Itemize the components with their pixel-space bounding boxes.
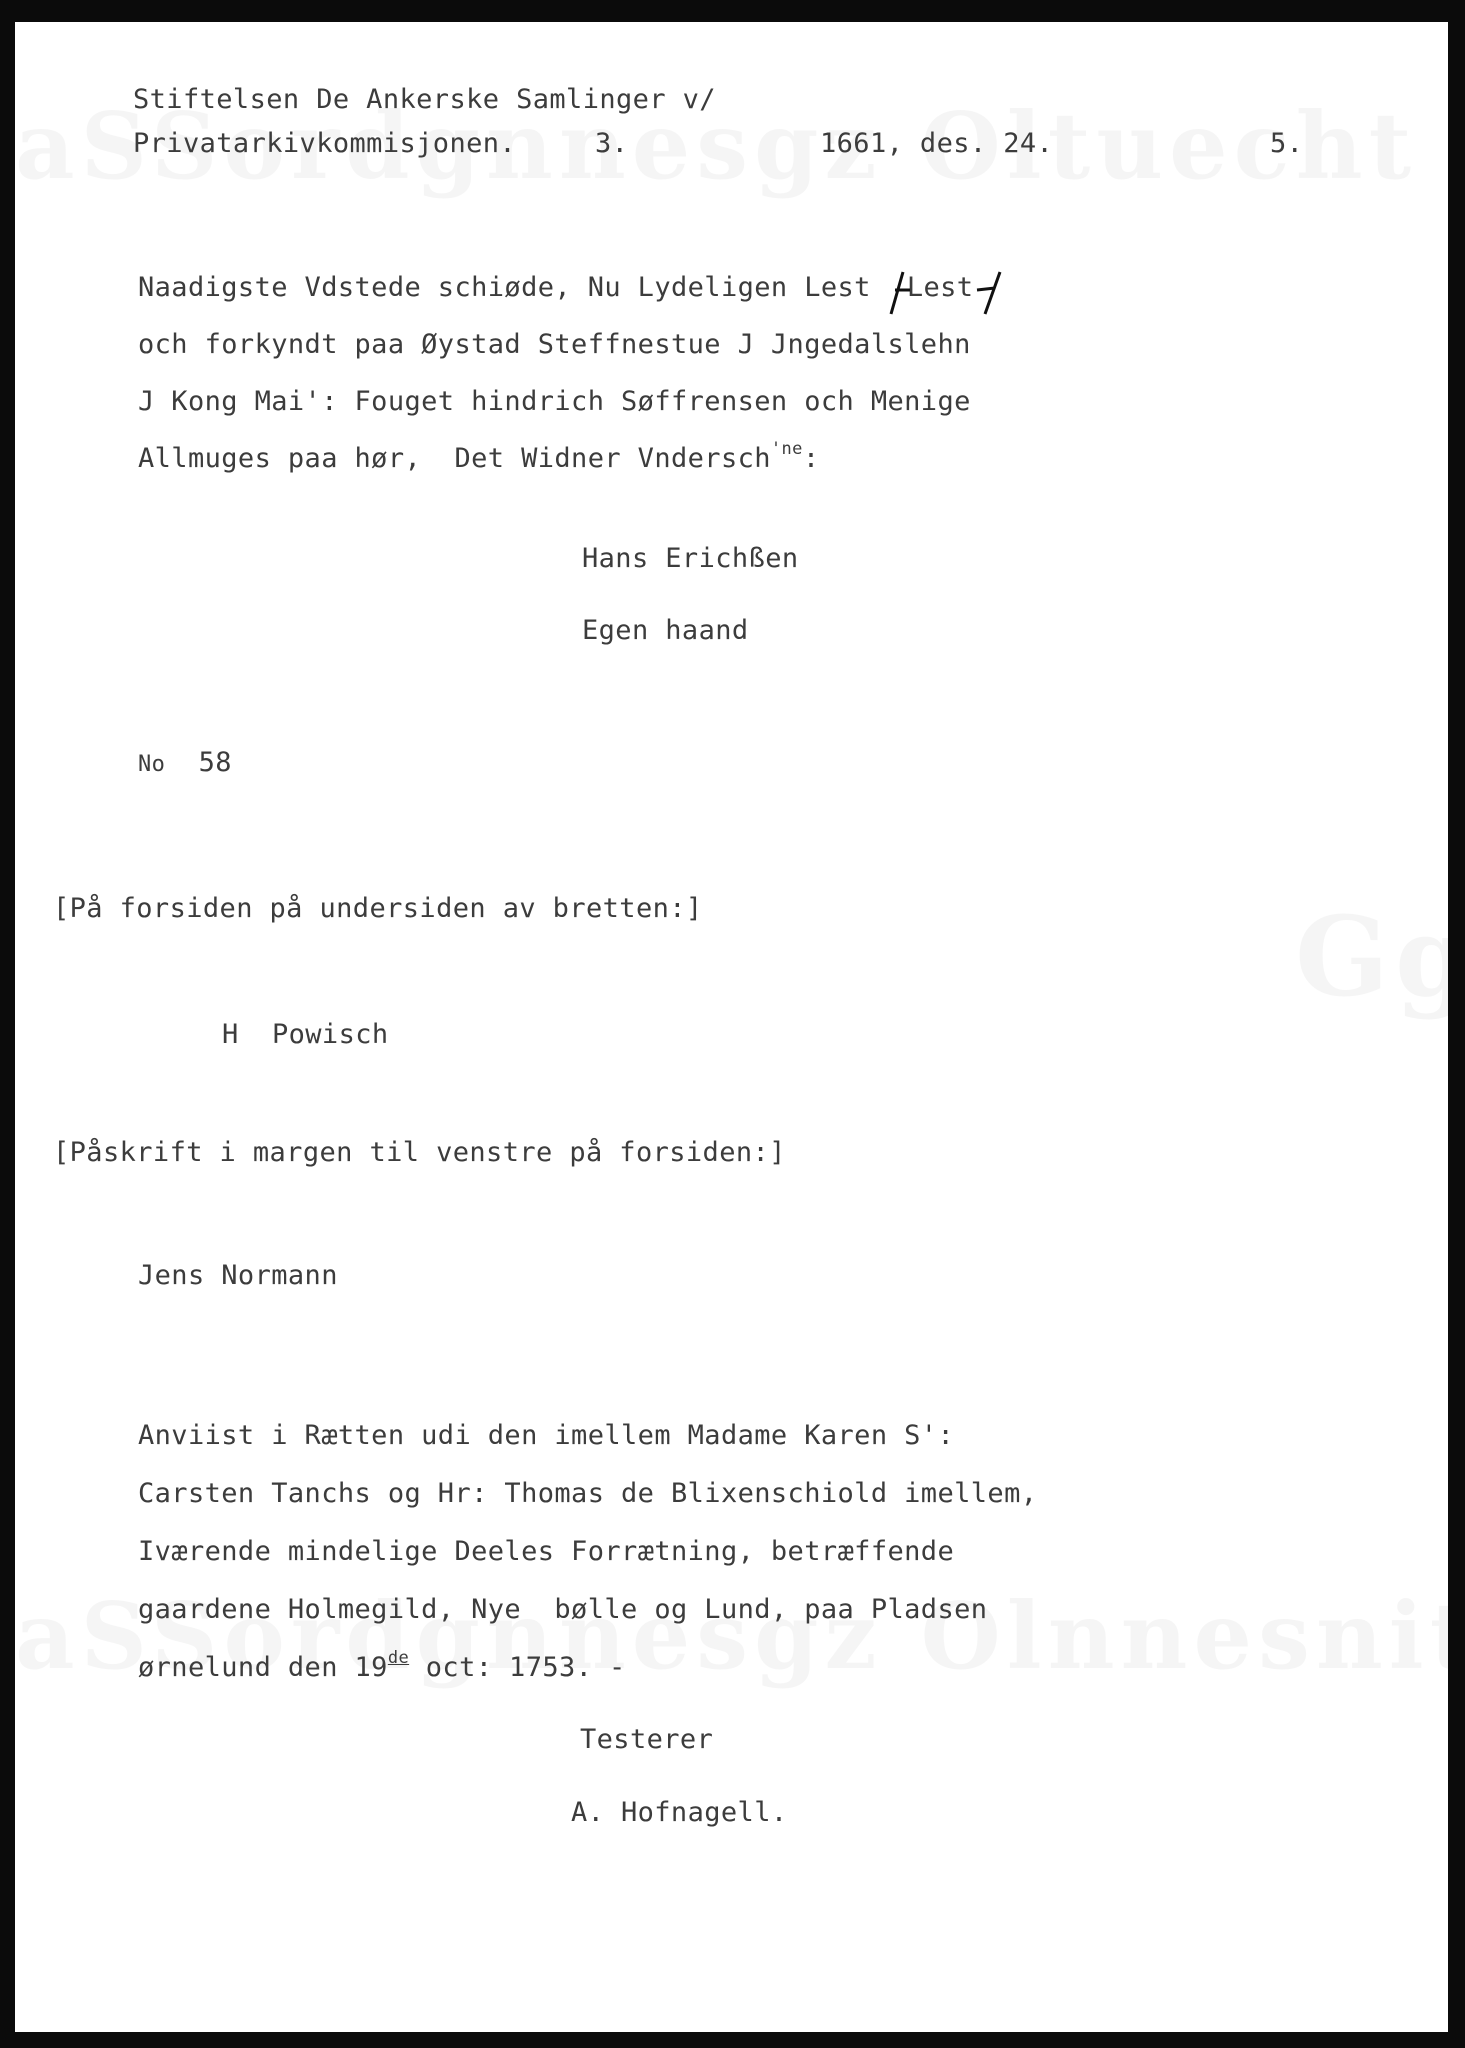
item-number bbox=[138, 747, 232, 778]
para1-line1-text: Naadigste Vdstede schiøde, Nu Lydeligen Lest bbox=[138, 272, 871, 303]
para2-line4: gaardene Holmegild, Nye bølle og Lund, paa Pladsen bbox=[138, 1594, 988, 1625]
para2-line5-superscript: de bbox=[387, 1648, 410, 1668]
editorial-note-1: [På forsiden på undersiden av bretten:] bbox=[53, 893, 703, 924]
para1-line1 bbox=[138, 272, 973, 303]
document-date: 1661, des. 24. bbox=[820, 128, 1054, 159]
para1-line4-superscript: 'ne bbox=[770, 439, 803, 459]
para1-line4-text: Allmuges paa hør, Det Widner Vndersch bbox=[138, 443, 771, 474]
para1-line1-correction: Lest bbox=[906, 272, 974, 303]
document-page bbox=[15, 22, 1448, 2032]
para2-line5 bbox=[138, 1648, 626, 1683]
para2-line5-end: oct: 1753. - bbox=[409, 1652, 626, 1683]
bleed-through-texture bbox=[1295, 892, 1448, 1021]
para2-line1: Anviist i Rætten udi den imellem Madame Karen S': bbox=[138, 1420, 955, 1451]
para1-line4-end: : bbox=[802, 443, 820, 474]
signature-name: Hans Erichßen bbox=[582, 543, 799, 574]
closing-name: A. Hofnagell. bbox=[571, 1797, 788, 1828]
signature-note: Egen haand bbox=[582, 615, 749, 646]
para1-line3: J Kong Mai': Fouget hindrich Søffrensen och Menige bbox=[138, 386, 971, 417]
archive-name-line2: Privatarkivkommisjonen. bbox=[133, 128, 517, 159]
para2-line5-start: ørnelund den 19 bbox=[138, 1652, 388, 1683]
para2-line2: Carsten Tanchs og Hr: Thomas de Blixenschiold imellem, bbox=[138, 1478, 1038, 1509]
number-label: No bbox=[138, 752, 166, 777]
para1-line4 bbox=[138, 439, 820, 474]
signature-normann: Jens Normann bbox=[138, 1260, 338, 1291]
archive-name-line1: Stiftelsen De Ankerske Samlinger v/ bbox=[133, 84, 716, 115]
page-number: 5. bbox=[1270, 128, 1304, 159]
para2-line3: Iværende mindelige Deeles Forrætning, betræffende bbox=[138, 1536, 955, 1567]
closing-verb: Testerer bbox=[580, 1724, 714, 1755]
document-number: 3. bbox=[595, 128, 629, 159]
para1-line2: och forkyndt paa Øystad Steffnestue J Jngedalslehn bbox=[138, 329, 971, 360]
editorial-note-2: [Påskrift i margen til venstre på forsiden:] bbox=[53, 1137, 786, 1168]
number-value: 58 bbox=[198, 747, 232, 778]
signature-powisch: H Powisch bbox=[222, 1019, 389, 1050]
